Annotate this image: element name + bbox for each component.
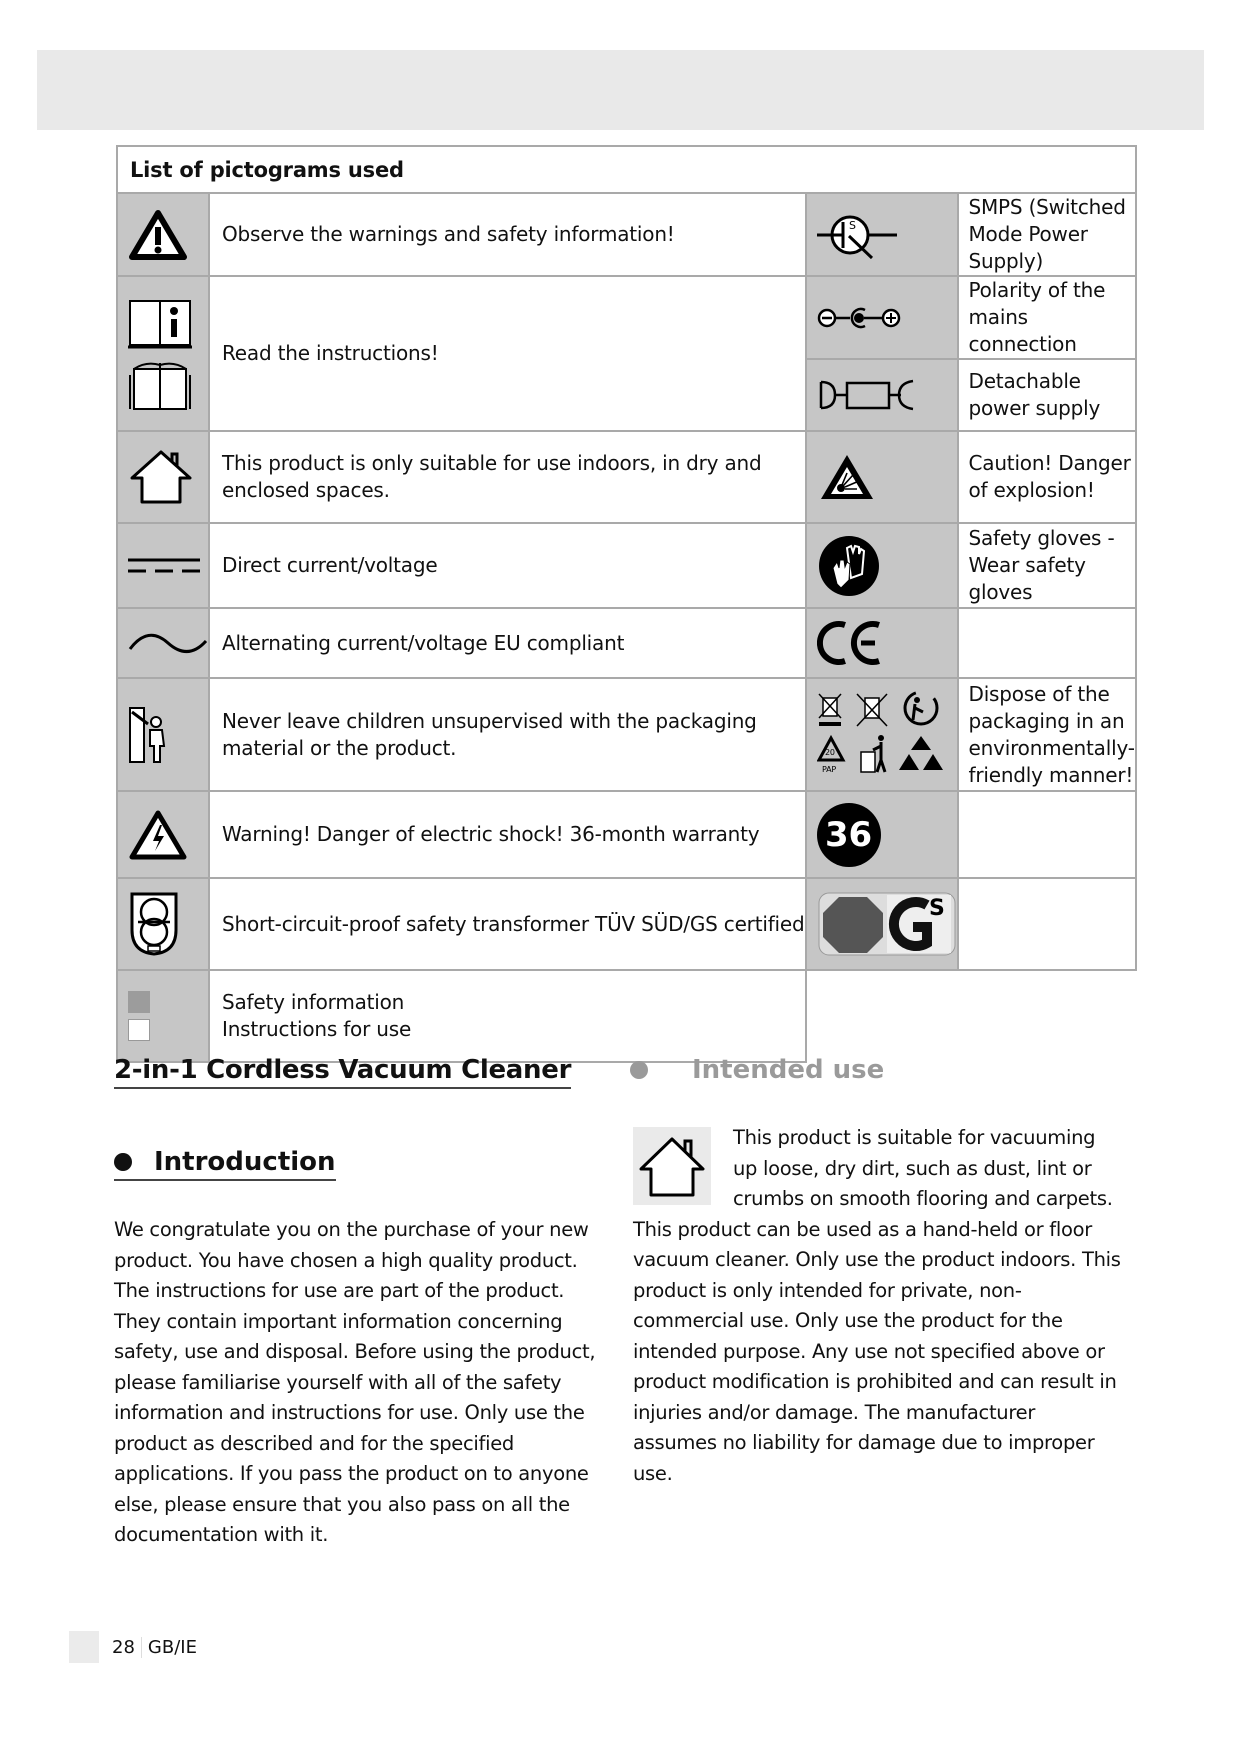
safety-gloves-icon [806, 523, 958, 608]
locale-label: GB/IE [147, 1637, 197, 1658]
recycle-label: PAP [821, 764, 836, 774]
introduction-heading [114, 1147, 336, 1181]
table-row [117, 431, 1136, 523]
pictogram-label: Polarity of the mains connection [958, 276, 1136, 359]
table-row [117, 608, 1136, 678]
instructions-swatch [128, 1019, 150, 1041]
read-instructions-icon [117, 276, 209, 431]
pictogram-label [958, 878, 1136, 970]
pictogram-label: Detachable power supply [958, 359, 1136, 431]
pictogram-label: Direct current/voltage [209, 523, 806, 608]
warranty-36-icon [806, 791, 958, 878]
safety-info-swatch [128, 991, 150, 1013]
table-row [117, 791, 1136, 878]
pictogram-label: Observe the warnings and safety information! [209, 193, 806, 276]
bullet-icon [630, 1061, 648, 1079]
intended-use-heading-text: Intended use [692, 1055, 885, 1085]
pictogram-label [958, 608, 1136, 678]
pictogram-label: Read the instructions! [209, 276, 806, 431]
pictogram-label: Short-circuit-proof safety transformer TÜV SÜD/GS certified [209, 878, 806, 970]
warranty-badge: 36 [817, 803, 881, 867]
pictogram-table-title: List of pictograms used [117, 146, 1136, 193]
pictogram-label [958, 791, 1136, 878]
intended-use-heading [630, 1055, 884, 1085]
table-row [117, 878, 1136, 970]
table-row [117, 193, 1136, 276]
tuv-gs-icon [806, 878, 958, 970]
pictogram-table [116, 145, 1137, 1063]
detachable-power-supply-icon [806, 359, 958, 431]
polarity-icon [806, 276, 958, 359]
footer-tab [69, 1631, 99, 1663]
explosion-warning-icon [806, 431, 958, 523]
electric-shock-icon [117, 791, 209, 878]
pictogram-label: Warning! Danger of electric shock! 36-month warranty [209, 791, 806, 878]
bullet-icon [114, 1153, 132, 1171]
warning-triangle-icon [117, 193, 209, 276]
legend-safety-info: Safety information [222, 990, 405, 1014]
smps-icon [806, 193, 958, 276]
pictogram-label [209, 970, 806, 1062]
introduction-heading-text: Introduction [154, 1147, 336, 1177]
introduction-body: We congratulate you on the purchase of your new product. You have chosen a high quality product. The instructions for use are part of the product. They contain important information concerning safety, use and disposal. Before using the product, please familiarise yourself with all of the safety information and instructions for use. Only use the product as described and for the specified applications. If you pass the product on to anyone else, please ensure that you also pass on all the documentation with it. [114, 1218, 596, 1546]
intended-use-body-text: This product is suitable for vacuuming up loose, dry dirt, such as dust, lint or crumbs on smooth flooring and carpets. This product can be used as a hand-held or floor vacuum cleaner. Only use the product indoors. This product is only intended for private, non-commercial use. Only use the product for the intended purpose. Any use not specified above or product modification is prohibited and can result in injuries and/or damage. The manufacturer assumes no liability for damage due to improper use. [633, 1126, 1121, 1485]
page-number: 28 [112, 1637, 135, 1658]
legend-instructions: Instructions for use [222, 1017, 412, 1041]
recycling-icons [806, 678, 958, 791]
legend-squares-icon [117, 970, 209, 1062]
pictogram-label: Dispose of the packaging in an environmentally-friendly manner! [958, 678, 1136, 791]
pictogram-label: Caution! Danger of explosion! [958, 431, 1136, 523]
pictogram-label: SMPS (Switched Mode Power Supply) [958, 193, 1136, 276]
safety-transformer-icon [117, 878, 209, 970]
ce-mark-icon [806, 608, 958, 678]
table-row [117, 523, 1136, 608]
recycle-code: 20 [824, 747, 835, 757]
table-row [117, 970, 1136, 1062]
house-icon [117, 431, 209, 523]
alternating-current-icon [117, 608, 209, 678]
table-row [117, 678, 1136, 791]
page-footer [112, 1637, 197, 1658]
child-warning-icon [117, 678, 209, 791]
header-bar [37, 50, 1204, 130]
direct-current-icon [117, 523, 209, 608]
pictogram-label: Never leave children unsupervised with the packaging material or the product. [209, 678, 806, 791]
svg-text:S: S [848, 218, 856, 232]
pictogram-label: This product is only suitable for use indoors, in dry and enclosed spaces. [209, 431, 806, 523]
pictogram-label: Alternating current/voltage EU compliant [209, 608, 806, 678]
pictogram-label: Safety gloves - Wear safety gloves [958, 523, 1136, 608]
svg-text:S: S [928, 896, 945, 921]
table-row [117, 276, 1136, 359]
product-title: 2-in-1 Cordless Vacuum Cleaner [114, 1055, 571, 1089]
intended-use-body [633, 1123, 1123, 1489]
